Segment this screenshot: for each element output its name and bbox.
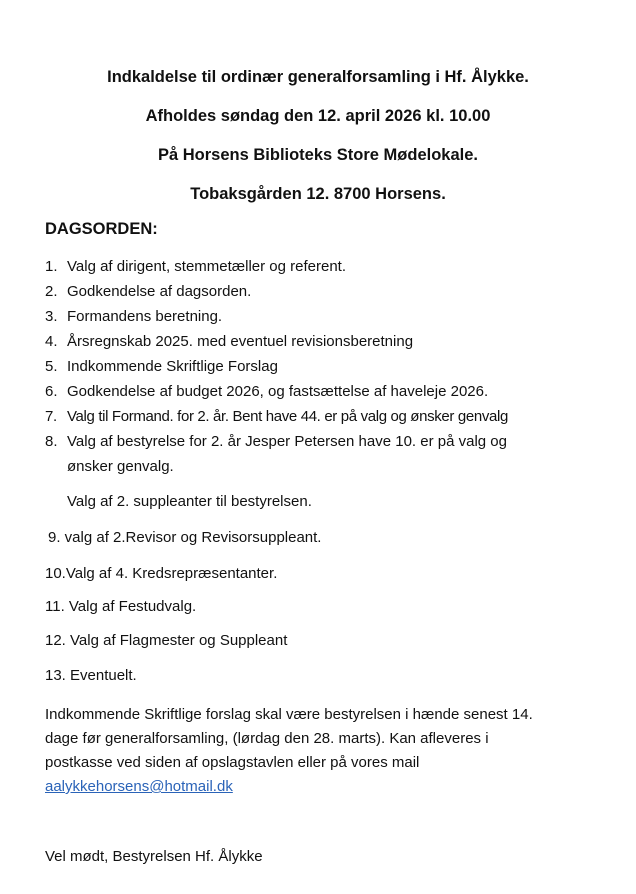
agenda-item-number: 3. <box>45 308 58 325</box>
agenda-item-13: 13. Eventuelt. <box>45 667 137 684</box>
notice-line: postkasse ved siden af opslagstavlen eller på vores mail <box>45 754 420 771</box>
agenda-item <box>45 257 346 277</box>
agenda-item <box>45 332 413 352</box>
meeting-venue: På Horsens Biblioteks Store Mødelokale. <box>157 146 478 164</box>
agenda-item-9: 9. valg af 2.Revisor og Revisorsuppleant. <box>48 529 322 546</box>
agenda-item-text: Valg af bestyrelse for 2. år Jesper Petersen have 10. er på valg og <box>67 433 507 450</box>
agenda-suppleant-line: Valg af 2. suppleanter til bestyrelsen. <box>67 493 312 510</box>
agenda-item-continuation: ønsker genvalg. <box>67 458 174 475</box>
agenda-item-number: 7. <box>45 408 57 425</box>
agenda-item-text: Årsregnskab 2025. med eventuel revisionsberetning <box>67 333 414 350</box>
agenda-item-number: 6. <box>45 383 58 400</box>
agenda-item-number: 2. <box>45 283 58 300</box>
agenda-item <box>45 407 508 427</box>
document-title: Indkaldelse til ordinær generalforsamling i Hf. Ålykke. <box>107 68 529 86</box>
meeting-date: Afholdes søndag den 12. april 2026 kl. 10.00 <box>145 107 491 125</box>
agenda-item-text: Indkommende Skriftlige Forslag <box>67 358 278 375</box>
meeting-address: Tobaksgården 12. 8700 Horsens. <box>190 185 446 203</box>
agenda-item <box>45 382 488 402</box>
agenda-item-text: Godkendelse af budget 2026, og fastsættelse af haveleje 2026. <box>67 383 489 400</box>
agenda-item-number: 4. <box>45 333 58 350</box>
agenda-item <box>45 282 251 302</box>
closing-signature: Vel mødt, Bestyrelsen Hf. Ålykke <box>45 848 263 865</box>
agenda-item-number: 1. <box>45 258 58 275</box>
agenda-item-10: 10.Valg af 4. Kredsrepræsentanter. <box>45 565 278 582</box>
submission-notice <box>45 703 620 799</box>
email-link[interactable]: aalykkehorsens@hotmail.dk <box>45 778 233 795</box>
agenda-item-number: 5. <box>45 358 58 375</box>
agenda-item-number: 8. <box>45 433 58 450</box>
agenda-item <box>45 357 278 377</box>
agenda-item-12: 12. Valg af Flagmester og Suppleant <box>45 632 288 649</box>
agenda-heading: DAGSORDEN: <box>45 220 158 238</box>
notice-line: dage før generalforsamling, (lørdag den 28. marts). Kan afleveres i <box>45 730 489 747</box>
notice-line: Indkommende Skriftlige forslag skal være bestyrelsen i hænde senest 14. <box>45 706 533 723</box>
agenda-item-text: Valg af dirigent, stemmetæller og referent. <box>67 258 347 275</box>
agenda-item-text: Valg til Formand. for 2. år. Bent have 44. er på valg og ønsker genvalg <box>67 408 508 425</box>
agenda-item-11: 11. Valg af Festudvalg. <box>45 598 197 615</box>
agenda-item <box>45 432 507 452</box>
agenda-item <box>45 307 222 327</box>
agenda-item-text: Godkendelse af dagsorden. <box>67 283 252 300</box>
agenda-item-text: Formandens beretning. <box>67 308 223 325</box>
